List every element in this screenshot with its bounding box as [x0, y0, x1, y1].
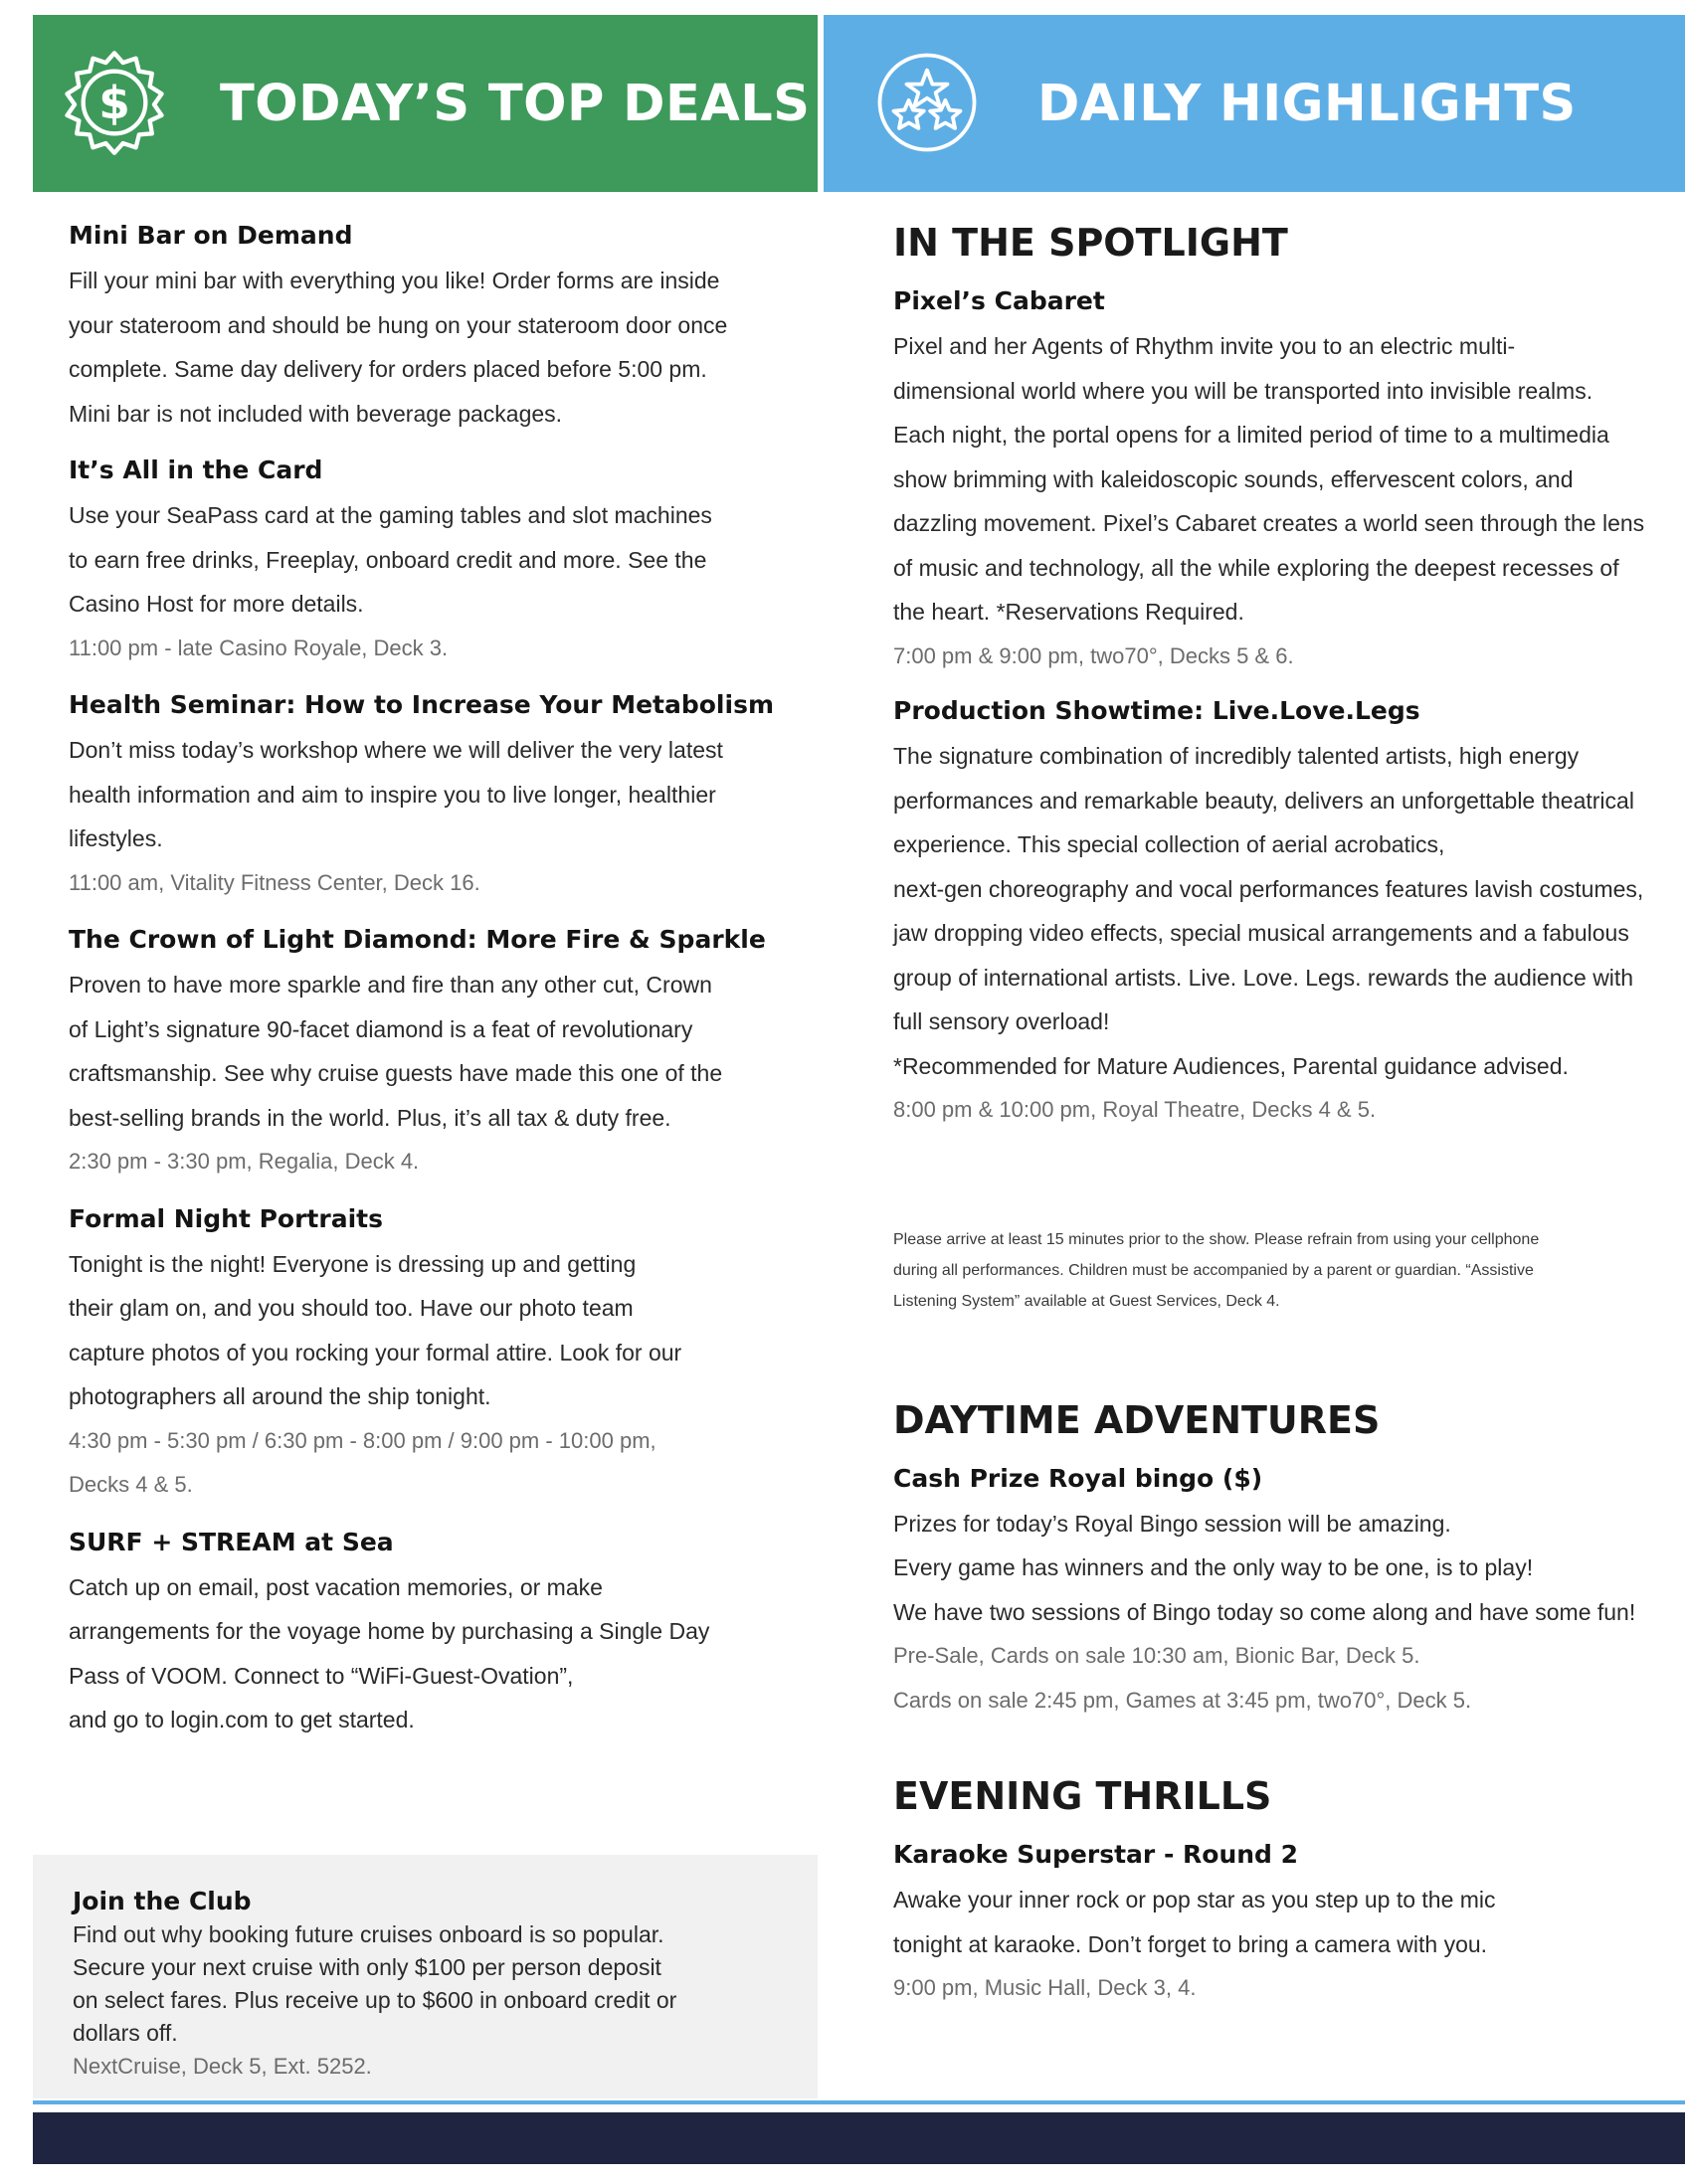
daytime-text: We have two sessions of Bingo today so come along and have some fun! [893, 1598, 1636, 1625]
daytime-title: Cash Prize Royal bingo ($) [893, 1463, 1263, 1493]
deal-item [69, 219, 785, 436]
spotlight-text: of music and technology, all the while exploring the deepest recesses of [893, 554, 1619, 581]
fine-print-line: Listening System” available at Guest Services, Deck 4. [893, 1292, 1280, 1310]
footer-accent-rule [33, 2100, 1685, 2104]
evening-time-location: 9:00 pm, Music Hall, Deck 3, 4. [893, 1975, 1197, 2000]
club-title: Join the Club [73, 1887, 252, 1915]
deal-text: craftsmanship. See why cruise guests have made this one of the [69, 1060, 723, 1086]
deal-title: SURF + STREAM at Sea [69, 1527, 394, 1556]
deal-text: complete. Same day delivery for orders placed before 5:00 pm. [69, 356, 707, 382]
deal-title: The Crown of Light Diamond: More Fire & Sparkle [69, 925, 766, 954]
deal-title: Mini Bar on Demand [69, 221, 353, 250]
join-the-club-panel [33, 1855, 818, 2098]
deal-text: capture photos of you rocking your formal attire. Look for our [69, 1339, 682, 1365]
daytime-time-location: Cards on sale 2:45 pm, Games at 3:45 pm, two70°, Deck 5. [893, 1687, 1472, 1713]
deal-text: to earn free drinks, Freeplay, onboard credit and more. See the [69, 546, 707, 573]
spotlight-text: Pixel and her Agents of Rhythm invite you to an electric multi- [893, 333, 1516, 359]
deal-text: best-selling brands in the world. Plus, it’s all tax & duty free. [69, 1104, 671, 1131]
deal-text: Don’t miss today’s workshop where we will deliver the very latest [69, 737, 723, 763]
deal-item [69, 923, 785, 1184]
club-location: NextCruise, Deck 5, Ext. 5252. [73, 2054, 372, 2079]
spotlight-text: experience. This special collection of aerial acrobatics, [893, 831, 1445, 857]
spotlight-time-location: 8:00 pm & 10:00 pm, Royal Theatre, Decks 4 & 5. [893, 1097, 1377, 1122]
deal-text: Casino Host for more details. [69, 591, 364, 617]
deal-item [69, 1202, 785, 1508]
deal-text: photographers all around the ship tonight. [69, 1383, 491, 1409]
spotlight-text: dimensional world where you will be transported into invisible realms. [893, 377, 1593, 404]
evening-heading: EVENING THRILLS [893, 1774, 1272, 1818]
spotlight-text: next-gen choreography and vocal performances features lavish costumes, [893, 875, 1644, 902]
spotlight-text: performances and remarkable beauty, delivers an unforgettable theatrical [893, 787, 1634, 814]
deal-title: It’s All in the Card [69, 455, 323, 484]
deal-text: Tonight is the night! Everyone is dressing up and getting [69, 1250, 637, 1277]
show-policy-note [893, 1224, 1669, 1317]
spotlight-title: Pixel’s Cabaret [893, 286, 1105, 315]
deal-text: their glam on, and you should too. Have our photo team [69, 1295, 634, 1321]
deal-item [69, 454, 785, 670]
spotlight-text: full sensory overload! [893, 1008, 1110, 1034]
spotlight-text: The signature combination of incredibly talented artists, high energy [893, 743, 1580, 769]
deal-time-location: Decks 4 & 5. [69, 1472, 193, 1497]
club-text: Find out why booking future cruises onboard is so popular. [73, 1921, 664, 1947]
deal-title: Formal Night Portraits [69, 1203, 383, 1233]
daytime-item [893, 1462, 1669, 1724]
spotlight-item [893, 284, 1669, 678]
deal-text: and go to login.com to get started. [69, 1707, 415, 1732]
daily-highlights-title: DAILY HIGHLIGHTS [1037, 74, 1577, 133]
spotlight-heading: IN THE SPOTLIGHT [893, 221, 1288, 265]
spotlight-item [893, 694, 1669, 1133]
dollar-badge-icon [61, 49, 168, 156]
club-text: dollars off. [73, 2020, 178, 2046]
spotlight-text: *Recommended for Mature Audiences, Parental guidance advised. [893, 1052, 1569, 1079]
deal-text: Use your SeaPass card at the gaming tables and slot machines [69, 502, 712, 528]
daytime-text: Prizes for today’s Royal Bingo session will be amazing. [893, 1510, 1451, 1537]
spotlight-text: jaw dropping video effects, special musical arrangements and a fabulous [893, 920, 1629, 946]
spotlight-time-location: 7:00 pm & 9:00 pm, two70°, Decks 5 & 6. [893, 642, 1294, 668]
deal-text: health information and aim to inspire you to live longer, healthier [69, 781, 716, 808]
deal-item [69, 688, 785, 905]
deal-text: Proven to have more sparkle and fire than any other cut, Crown [69, 972, 712, 998]
spotlight-text: show brimming with kaleidoscopic sounds, effervescent colors, and [893, 465, 1574, 492]
deal-time-location: 4:30 pm - 5:30 pm / 6:30 pm - 8:00 pm / 9:00 pm - 10:00 pm, [69, 1427, 656, 1453]
daily-highlights-header [824, 15, 1685, 192]
club-text: on select fares. Plus receive up to $600 in onboard credit or [73, 1987, 677, 2013]
deal-text: arrangements for the voyage home by purchasing a Single Day [69, 1618, 710, 1644]
deal-time-location: 11:00 pm - late Casino Royale, Deck 3. [69, 635, 449, 660]
daytime-heading: DAYTIME ADVENTURES [893, 1397, 1381, 1442]
deal-title: Health Seminar: How to Increase Your Metabolism [69, 690, 774, 719]
deal-text: of Light’s signature 90-facet diamond is a feat of revolutionary [69, 1015, 693, 1042]
stars-circle-icon [873, 49, 981, 156]
spotlight-text: group of international artists. Live. Love. Legs. rewards the audience with [893, 964, 1634, 991]
spotlight-text: Each night, the portal opens for a limited period of time to a multimedia [893, 422, 1609, 448]
deal-time-location: 11:00 am, Vitality Fitness Center, Deck 16. [69, 869, 480, 895]
deal-text: lifestyles. [69, 825, 163, 851]
spotlight-title: Production Showtime: Live.Love.Legs [893, 696, 1420, 725]
deal-text: Mini bar is not included with beverage packages. [69, 400, 563, 427]
deal-text: your stateroom and should be hung on your stateroom door once [69, 311, 728, 338]
highlights-column [893, 217, 1669, 2011]
fine-print-line: during all performances. Children must be accompanied by a parent or guardian. “Assistive [893, 1261, 1534, 1279]
spotlight-text: the heart. *Reservations Required. [893, 599, 1244, 625]
evening-text: Awake your inner rock or pop star as you step up to the mic [893, 1887, 1496, 1912]
club-text: Secure your next cruise with only $100 per person deposit [73, 1954, 661, 1980]
deal-item [69, 1526, 785, 1742]
spotlight-text: dazzling movement. Pixel’s Cabaret creates a world seen through the lens [893, 510, 1645, 536]
daytime-text: Every game has winners and the only way to be one, is to play! [893, 1554, 1534, 1580]
daytime-time-location: Pre-Sale, Cards on sale 10:30 am, Bionic Bar, Deck 5. [893, 1643, 1420, 1668]
top-deals-header [33, 15, 818, 192]
deals-column [69, 219, 785, 1760]
svg-text:$: $ [98, 77, 130, 130]
deal-text: Pass of VOOM. Connect to “WiFi-Guest-Ovation”, [69, 1662, 574, 1689]
deal-text: Catch up on email, post vacation memories, or make [69, 1573, 603, 1600]
fine-print-line: Please arrive at least 15 minutes prior to the show. Please refrain from using your cellphone [893, 1230, 1540, 1248]
top-deals-title: TODAY’S TOP DEALS [220, 74, 811, 133]
evening-title: Karaoke Superstar - Round 2 [893, 1840, 1299, 1869]
footer-bar [33, 2112, 1685, 2164]
deal-time-location: 2:30 pm - 3:30 pm, Regalia, Deck 4. [69, 1149, 420, 1174]
deal-text: Fill your mini bar with everything you like! Order forms are inside [69, 268, 720, 293]
evening-text: tonight at karaoke. Don’t forget to bring a camera with you. [893, 1930, 1488, 1957]
evening-item [893, 1838, 1669, 2011]
